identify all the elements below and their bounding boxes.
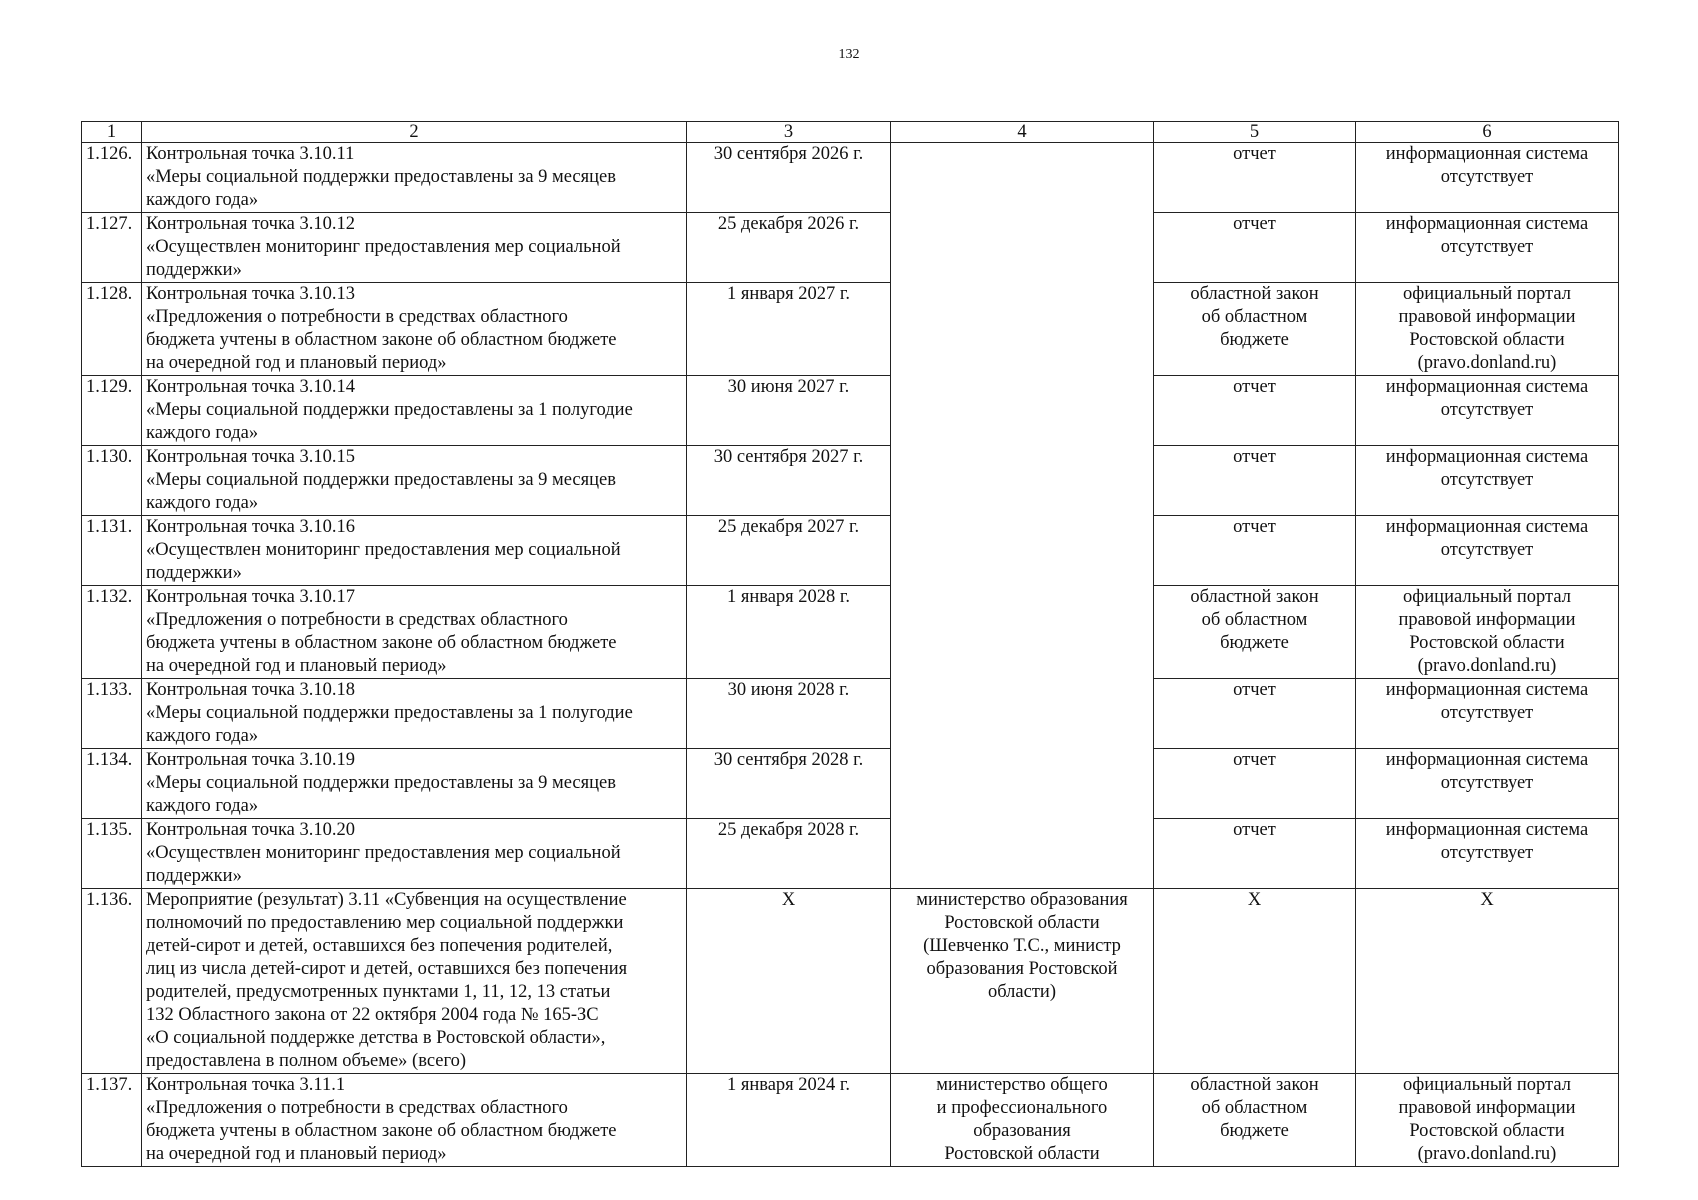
text-line: областной закон <box>1190 587 1319 607</box>
text-line: Мероприятие (результат) 3.11 «Субвенция на осуществление <box>146 890 627 910</box>
text-line: поддержки» <box>146 563 242 583</box>
page-number: 132 <box>838 47 860 62</box>
text-line: на очередной год и плановый период» <box>146 353 447 373</box>
row-document-type <box>1154 749 1356 819</box>
text-line: бюджете <box>1220 330 1289 350</box>
text-line: каждого года» <box>146 423 259 443</box>
text-line: бюджете <box>1220 633 1289 653</box>
row-description <box>142 586 687 679</box>
row-document-type <box>1154 283 1356 376</box>
text-line: отсутствует <box>1440 703 1534 723</box>
header-cell: 2 <box>142 122 687 143</box>
row-info-system <box>1356 1074 1619 1167</box>
text-line: отчет <box>1233 214 1276 234</box>
row-info-system <box>1356 446 1619 516</box>
row-description <box>142 516 687 586</box>
text-line: Контрольная точка 3.10.17 <box>146 587 356 607</box>
row-document-type <box>1154 516 1356 586</box>
row-date: 25 декабря 2026 г. <box>687 213 891 283</box>
row-date: 30 сентября 2027 г. <box>687 446 891 516</box>
text-line: Ростовской области <box>944 913 1100 933</box>
text-line: каждого года» <box>146 726 259 746</box>
text-line: информационная система <box>1385 750 1589 770</box>
row-info-system <box>1356 213 1619 283</box>
table-row <box>82 516 1619 586</box>
row-number: 1.133. <box>82 679 142 749</box>
row-date: 25 декабря 2028 г. <box>687 819 891 889</box>
text-line: областной закон <box>1190 1075 1319 1095</box>
text-line: отсутствует <box>1440 773 1534 793</box>
text-line: информационная система <box>1385 447 1589 467</box>
row-number: 1.132. <box>82 586 142 679</box>
row-date: 1 января 2028 г. <box>687 586 891 679</box>
text-line: Ростовской области <box>1409 330 1565 350</box>
text-line: отчет <box>1233 517 1276 537</box>
text-line: отсутствует <box>1440 470 1534 490</box>
row-number: 1.130. <box>82 446 142 516</box>
text-line: лиц из числа детей-сирот и детей, оставшихся без попечения <box>146 959 628 979</box>
row-description <box>142 376 687 446</box>
text-line: отчет <box>1233 820 1276 840</box>
table-row <box>82 819 1619 889</box>
text-line: бюджета учтены в областном законе об областном бюджете <box>146 633 617 653</box>
row-document-type <box>1154 889 1356 1074</box>
row-number: 1.126. <box>82 143 142 213</box>
text-line: официальный портал <box>1403 1075 1571 1095</box>
row-description <box>142 679 687 749</box>
text-line: предоставлена в полном объеме» (всего) <box>146 1051 467 1071</box>
text-line: Контрольная точка 3.10.20 <box>146 820 356 840</box>
text-line: Контрольная точка 3.10.14 <box>146 377 356 397</box>
text-line: официальный портал <box>1403 284 1571 304</box>
row-info-system <box>1356 889 1619 1074</box>
row-date: 25 декабря 2027 г. <box>687 516 891 586</box>
row-info-system <box>1356 749 1619 819</box>
text-line: отчет <box>1233 680 1276 700</box>
row-date: 30 июня 2027 г. <box>687 376 891 446</box>
row-responsible <box>891 1074 1154 1167</box>
text-line: каждого года» <box>146 796 259 816</box>
text-line: родителей, предусмотренных пунктами 1, 11, 12, 13 статьи <box>146 982 611 1002</box>
row-document-type <box>1154 1074 1356 1167</box>
header-cell: 5 <box>1154 122 1356 143</box>
text-line: «Осуществлен мониторинг предоставления мер социальной <box>146 237 621 257</box>
text-line: (pravo.donland.ru) <box>1417 353 1557 373</box>
text-line: образования <box>973 1121 1071 1141</box>
row-number: 1.128. <box>82 283 142 376</box>
text-line: отсутствует <box>1440 843 1534 863</box>
text-line: каждого года» <box>146 493 259 513</box>
text-line: «Предложения о потребности в средствах областного <box>146 610 568 630</box>
text-line: официальный портал <box>1403 587 1571 607</box>
responsible-merged-cell <box>891 143 1154 889</box>
text-line: полномочий по предоставлению мер социальной поддержки <box>146 913 624 933</box>
row-date: 30 июня 2028 г. <box>687 679 891 749</box>
text-line: «Меры социальной поддержки предоставлены за 9 месяцев <box>146 470 616 490</box>
row-description <box>142 1074 687 1167</box>
header-cell: 3 <box>687 122 891 143</box>
text-line: «Меры социальной поддержки предоставлены за 1 полугодие <box>146 703 633 723</box>
row-number: 1.137. <box>82 1074 142 1167</box>
row-description <box>142 213 687 283</box>
row-number: 1.127. <box>82 213 142 283</box>
text-line: и профессионального <box>936 1098 1108 1118</box>
row-date: 1 января 2027 г. <box>687 283 891 376</box>
text-line: правовой информации <box>1398 307 1576 327</box>
text-line: Контрольная точка 3.10.16 <box>146 517 356 537</box>
text-line: Контрольная точка 3.10.15 <box>146 447 356 467</box>
table-row <box>82 143 1619 213</box>
text-line: Контрольная точка 3.10.19 <box>146 750 356 770</box>
row-document-type <box>1154 446 1356 516</box>
text-line: (Шевченко Т.С., министр <box>923 936 1121 956</box>
row-document-type <box>1154 586 1356 679</box>
text-line: «Предложения о потребности в средствах областного <box>146 307 568 327</box>
header-cell: 1 <box>82 122 142 143</box>
text-line: бюджета учтены в областном законе об областном бюджете <box>146 1121 617 1141</box>
row-description <box>142 749 687 819</box>
text-line: отчет <box>1233 447 1276 467</box>
row-responsible <box>891 889 1154 1074</box>
row-info-system <box>1356 143 1619 213</box>
text-line: детей-сирот и детей, оставшихся без попечения родителей, <box>146 936 613 956</box>
row-number: 1.135. <box>82 819 142 889</box>
row-info-system <box>1356 376 1619 446</box>
control-points-table <box>81 121 1619 1167</box>
text-line: «Меры социальной поддержки предоставлены за 9 месяцев <box>146 773 616 793</box>
text-line: «Меры социальной поддержки предоставлены за 9 месяцев <box>146 167 616 187</box>
text-line: правовой информации <box>1398 1098 1576 1118</box>
text-line: Ростовской области <box>944 1144 1100 1164</box>
text-line: отсутствует <box>1440 540 1534 560</box>
row-description <box>142 446 687 516</box>
row-description <box>142 283 687 376</box>
text-line: «Осуществлен мониторинг предоставления мер социальной <box>146 540 621 560</box>
text-line: отсутствует <box>1440 400 1534 420</box>
text-line: 132 Областного закона от 22 октября 2004 года № 165-ЗС <box>146 1005 599 1025</box>
text-line: поддержки» <box>146 260 242 280</box>
text-line: образования Ростовской <box>926 959 1118 979</box>
table-row <box>82 1074 1619 1167</box>
text-line: Х <box>1480 890 1494 910</box>
row-number: 1.136. <box>82 889 142 1074</box>
table-row <box>82 586 1619 679</box>
text-line: «Меры социальной поддержки предоставлены за 1 полугодие <box>146 400 633 420</box>
text-line: информационная система <box>1385 517 1589 537</box>
table-row <box>82 213 1619 283</box>
text-line: информационная система <box>1385 820 1589 840</box>
text-line: Ростовской области <box>1409 633 1565 653</box>
row-info-system <box>1356 819 1619 889</box>
text-line: на очередной год и плановый период» <box>146 1144 447 1164</box>
text-line: отчет <box>1233 144 1276 164</box>
row-document-type <box>1154 819 1356 889</box>
table-row <box>82 679 1619 749</box>
header-cell: 6 <box>1356 122 1619 143</box>
text-line: (pravo.donland.ru) <box>1417 1144 1557 1164</box>
text-line: Контрольная точка 3.11.1 <box>146 1075 346 1095</box>
row-date: Х <box>687 889 891 1074</box>
row-date: 30 сентября 2026 г. <box>687 143 891 213</box>
text-line: бюджете <box>1220 1121 1289 1141</box>
table-row <box>82 446 1619 516</box>
table-row <box>82 376 1619 446</box>
row-number: 1.134. <box>82 749 142 819</box>
row-description <box>142 143 687 213</box>
text-line: отчет <box>1233 750 1276 770</box>
text-line: «Предложения о потребности в средствах областного <box>146 1098 568 1118</box>
text-line: поддержки» <box>146 866 242 886</box>
row-document-type <box>1154 376 1356 446</box>
text-line: министерство общего <box>936 1075 1108 1095</box>
row-info-system <box>1356 679 1619 749</box>
row-number: 1.129. <box>82 376 142 446</box>
row-date: 1 января 2024 г. <box>687 1074 891 1167</box>
text-line: об областном <box>1201 610 1308 630</box>
table-row <box>82 749 1619 819</box>
text-line: информационная система <box>1385 214 1589 234</box>
text-line: Контрольная точка 3.10.12 <box>146 214 356 234</box>
text-line: Контрольная точка 3.10.13 <box>146 284 356 304</box>
text-line: отсутствует <box>1440 237 1534 257</box>
text-line: каждого года» <box>146 190 259 210</box>
header-cell: 4 <box>891 122 1154 143</box>
row-info-system <box>1356 586 1619 679</box>
row-description <box>142 889 687 1074</box>
row-document-type <box>1154 143 1356 213</box>
row-document-type <box>1154 213 1356 283</box>
text-line: об областном <box>1201 1098 1308 1118</box>
text-line: бюджета учтены в областном законе об областном бюджете <box>146 330 617 350</box>
text-line: правовой информации <box>1398 610 1576 630</box>
table-row <box>82 889 1619 1074</box>
text-line: об областном <box>1201 307 1308 327</box>
row-date: 30 сентября 2028 г. <box>687 749 891 819</box>
text-line: Х <box>1247 890 1262 910</box>
text-line: «О социальной поддержке детства в Ростовской области», <box>146 1028 606 1048</box>
text-line: министерство образования <box>916 890 1128 910</box>
row-info-system <box>1356 283 1619 376</box>
text-line: Контрольная точка 3.10.18 <box>146 680 356 700</box>
text-line: на очередной год и плановый период» <box>146 656 447 676</box>
text-line: информационная система <box>1385 377 1589 397</box>
text-line: «Осуществлен мониторинг предоставления мер социальной <box>146 843 621 863</box>
row-document-type <box>1154 679 1356 749</box>
table-row <box>82 283 1619 376</box>
text-line: (pravo.donland.ru) <box>1417 656 1557 676</box>
text-line: областной закон <box>1190 284 1319 304</box>
text-line: информационная система <box>1385 144 1589 164</box>
text-line: Контрольная точка 3.10.11 <box>146 144 355 164</box>
text-line: Ростовской области <box>1409 1121 1565 1141</box>
header-row <box>82 122 1619 143</box>
text-line: отсутствует <box>1440 167 1534 187</box>
text-line: области) <box>987 982 1056 1002</box>
row-number: 1.131. <box>82 516 142 586</box>
text-line: отчет <box>1233 377 1276 397</box>
text-line: информационная система <box>1385 680 1589 700</box>
row-info-system <box>1356 516 1619 586</box>
row-description <box>142 819 687 889</box>
